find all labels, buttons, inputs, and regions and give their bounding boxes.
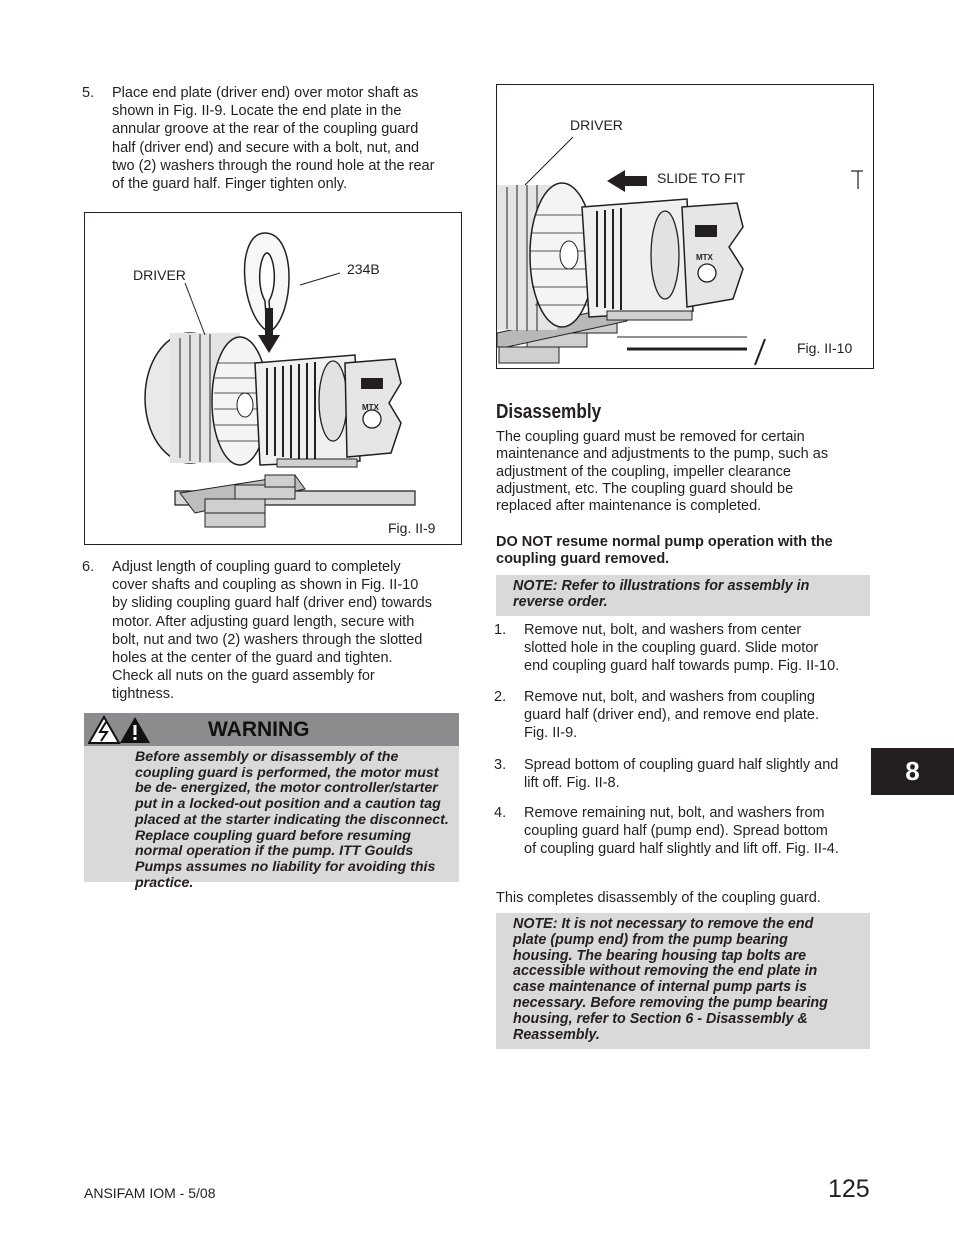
text-line: Place end plate (driver end) over motor shaft as [112, 85, 419, 101]
text-line: Replace coupling guard before resuming [135, 827, 411, 844]
warning-icon [88, 715, 150, 745]
text-line: of coupling guard half slightly and lift off. Fig. II-4. [524, 841, 839, 858]
text-line: coupling guard half (pump end). Spread bottom [524, 823, 828, 840]
disassembly-intro [496, 429, 876, 515]
warning-body [84, 746, 459, 891]
text-line: Adjust length of coupling guard to completely [112, 559, 401, 575]
text-line: be de- energized, the motor controller/starter [135, 780, 438, 797]
driver-label: DRIVER [570, 117, 623, 133]
text-line: reverse order. [513, 593, 608, 610]
text-line: Spread bottom of coupling guard half slightly and [524, 757, 839, 773]
page-number: 125 [828, 1175, 870, 1203]
caution-statement [496, 534, 876, 569]
part-number-label: 234B [347, 261, 380, 277]
note-box-assembly [496, 575, 870, 616]
text-line: placed at the starter indicating the disconnect. [135, 811, 449, 828]
text-line: adjustment, etc. The coupling guard should be [496, 480, 794, 497]
disassembly-step-4 [494, 804, 874, 860]
footer-document-id: ANSIFAM IOM - 5/08 [84, 1185, 216, 1201]
text-line: Before assembly or disassembly of the [135, 749, 399, 765]
step-number: 6. [82, 559, 95, 575]
text-line: Fig. II-9. [524, 725, 578, 742]
text-line: housing. The bearing housing tap bolts are [513, 947, 807, 964]
text-line: Reassembly. [513, 1026, 600, 1043]
text-line: practice. [135, 874, 194, 891]
nameplate-label: MTX [362, 403, 379, 412]
step-text [524, 804, 839, 859]
note-box-end-plate [496, 913, 870, 1049]
figure-ii-10 [496, 84, 874, 369]
text-line: The coupling guard must be removed for certain [496, 429, 805, 445]
step-5 [82, 84, 472, 196]
text-line: two (2) washers through the round hole at the rear [112, 157, 435, 174]
text-line: accessible without removing the end plate in [513, 963, 818, 980]
driver-label: DRIVER [133, 267, 186, 283]
text-line: half (driver end) and secure with a bolt, nut, and [112, 139, 420, 156]
text-line: slotted hole in the coupling guard. Slide motor [524, 640, 819, 657]
text-line: replaced after maintenance is completed. [496, 498, 762, 515]
text-line: maintenance and adjustments to the pump, such as [496, 446, 829, 463]
disassembly-step-3 [494, 756, 874, 794]
text-line: NOTE: Refer to illustrations for assembly in [513, 578, 810, 594]
text-line: necessary. Before removing the pump bearing [513, 994, 828, 1011]
text-line: Pumps assumes no liability for avoiding this [135, 858, 436, 875]
section-heading: Disassembly [496, 401, 602, 423]
text-line: lift off. Fig. II-8. [524, 775, 620, 792]
text-line: annular groove at the rear of the coupling guard [112, 121, 419, 138]
step-text [112, 558, 432, 704]
warning-header [84, 713, 459, 746]
text-line: DO NOT resume normal pump operation with the [496, 534, 833, 550]
text-line: Remove remaining nut, bolt, and washers from [524, 805, 825, 821]
step-text [524, 756, 838, 792]
warning-title: WARNING [208, 718, 310, 741]
text-line: housing, refer to Section 6 - Disassembly & [513, 1010, 808, 1027]
figure-caption: Fig. II-9 [388, 520, 436, 536]
text-line: holes at the center of the guard and tighten. [112, 650, 393, 667]
text-line: bolt, nut and two (2) washers through the slotted [112, 631, 423, 648]
step-text [524, 688, 819, 743]
text-line: Remove nut, bolt, and washers from coupling [524, 689, 815, 705]
step-number: 3. [494, 757, 507, 773]
step-6 [82, 558, 472, 708]
text-line: end coupling guard half towards pump. Fig. II-10. [524, 658, 840, 675]
text-line: Check all nuts on the guard assembly for [112, 668, 375, 685]
section-tab: 8 [871, 748, 954, 795]
text-line: shown in Fig. II-9. Locate the end plate in the [112, 103, 402, 120]
step-number: 1. [494, 622, 507, 638]
figure-ii-9 [84, 212, 462, 545]
step-number: 5. [82, 85, 95, 101]
step-text [524, 621, 839, 676]
fig-ii-10-illustration [497, 85, 872, 367]
text-line: Remove nut, bolt, and washers from center [524, 622, 802, 638]
text-line: case maintenance of internal pump parts is [513, 979, 807, 996]
text-line: cover shafts and coupling as shown in Fig. II-10 [112, 577, 419, 594]
text-line: guard half (driver end), and remove end plate. [524, 707, 820, 724]
disassembly-step-2 [494, 688, 874, 744]
text-line: put in a locked-out position and a caution tag [135, 796, 441, 813]
completion-statement: This completes disassembly of the coupling guard. [496, 890, 821, 906]
disassembly-step-1 [494, 621, 874, 677]
text-line: of the guard half. Finger tighten only. [112, 176, 348, 193]
figure-caption: Fig. II-10 [797, 340, 853, 356]
step-number: 2. [494, 689, 507, 705]
text-line: plate (pump end) from the pump bearing [513, 931, 788, 948]
text-line: coupling guard is performed, the motor must [135, 764, 439, 781]
text-line: tightness. [112, 686, 175, 703]
text-line: adjustment of the coupling, impeller clearance [496, 463, 791, 480]
text-line: coupling guard removed. [496, 551, 670, 568]
nameplate-label: MTX [696, 253, 713, 262]
slide-to-fit-label: SLIDE TO FIT [657, 170, 746, 186]
fig-ii-9-illustration [85, 213, 460, 543]
text-line: motor. After adjusting guard length, secure with [112, 613, 415, 630]
step-number: 4. [494, 805, 507, 821]
text-line: by sliding coupling guard half (driver end) towards [112, 595, 432, 612]
text-line: normal operation if the pump. ITT Goulds [135, 843, 414, 860]
text-line: NOTE: It is not necessary to remove the end [513, 916, 814, 932]
step-text [112, 84, 434, 193]
